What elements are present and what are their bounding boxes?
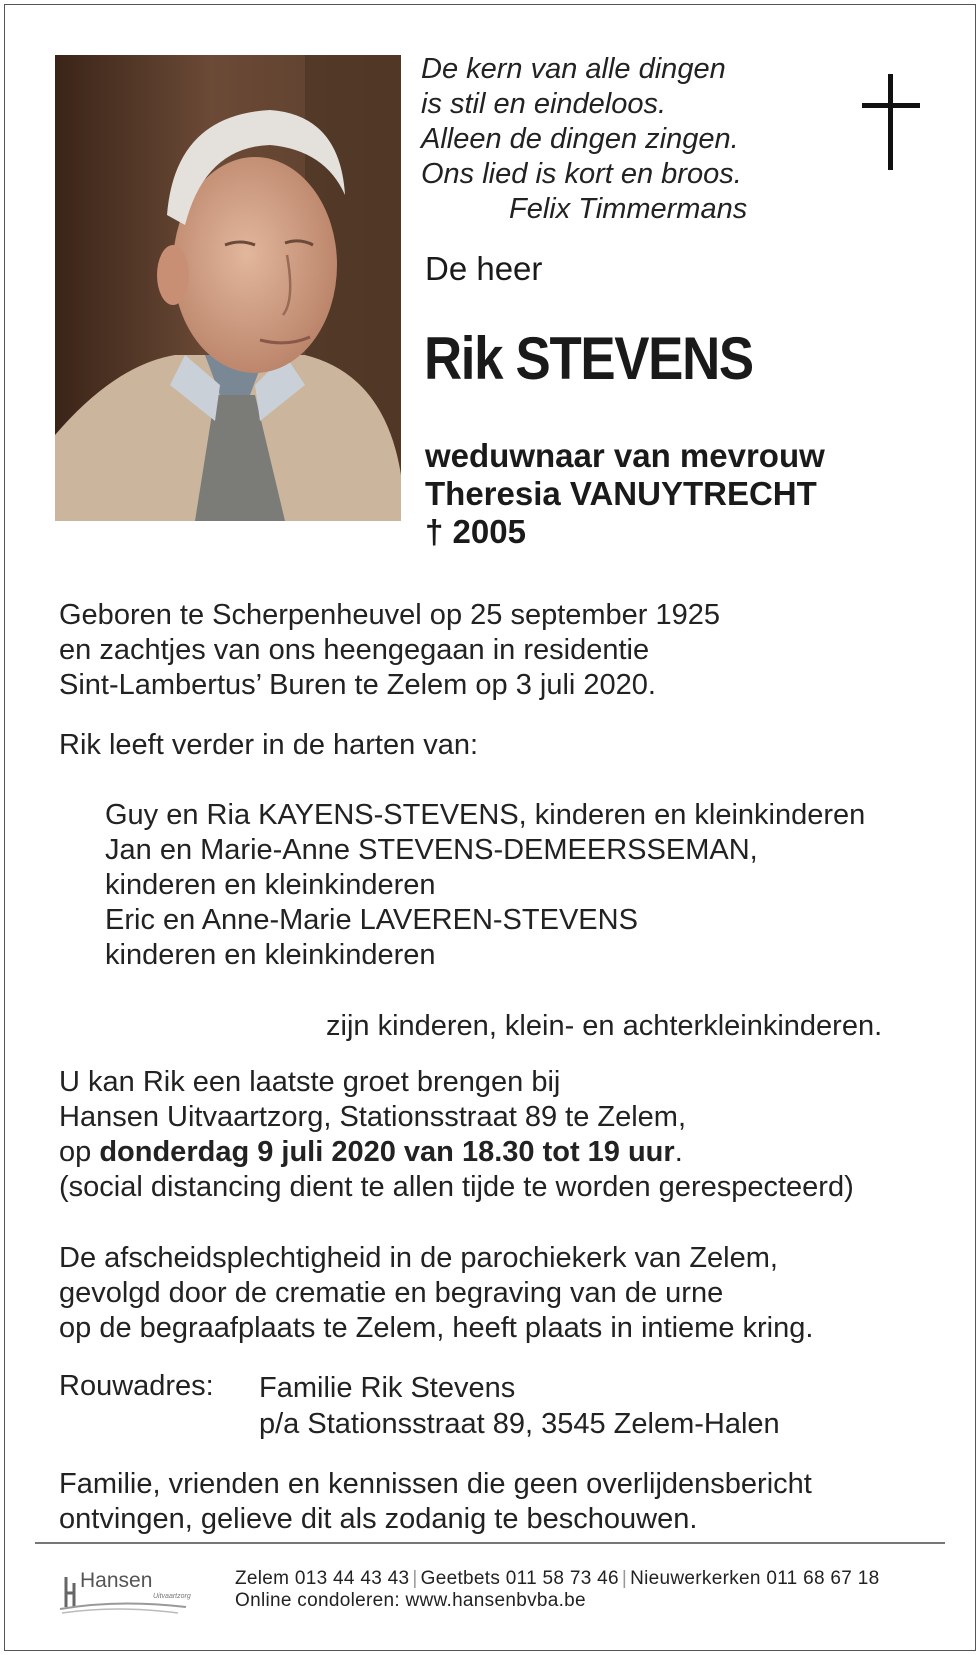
closing-note [59,1467,812,1537]
text-line: Familie, vrienden en kennissen die geen overlijdensbericht [59,1468,812,1500]
cross-icon [862,74,920,170]
visit-info [59,1065,854,1205]
visit-date-line [59,1135,854,1170]
deceased-name: Rik STEVENS [424,325,753,392]
descendants-line: zijn kinderen, klein- en achterkleinkinderen. [326,1010,883,1042]
spouse-info [425,437,825,551]
family-line: kinderen en kleinkinderen [105,869,436,901]
ceremony-info [59,1241,813,1346]
footer-divider [35,1542,945,1544]
visit-date: donderdag 9 juli 2020 van 18.30 tot 19 uur [99,1136,675,1168]
family-list [105,798,865,973]
logo-subtitle: Uitvaartzorg [153,1593,191,1600]
visit-suffix: . [674,1136,683,1168]
rouwadres-label: Rouwadres: [59,1370,214,1402]
text-line: De afscheidsplechtigheid in de parochiekerk van Zelem, [59,1242,778,1274]
birth-death-text [59,598,720,703]
text-line: (social distancing dient te allen tijde te worden gerespecteerd) [59,1171,854,1203]
visit-prefix: op [59,1136,100,1168]
logo-word: Hansen [80,1569,153,1592]
text-line: en zachtjes van ons heengegaan in residentie [59,634,650,666]
text-line: Sint-Lambertus’ Buren te Zelem op 3 juli 2020. [59,669,656,701]
hansen-logo [58,1563,206,1621]
text-line: ontvingen, gelieve dit als zodanig te beschouwen. [59,1503,698,1535]
poem-line: is stil en eindeloos. [421,88,667,120]
spouse-line: weduwnaar van mevrouw [425,437,825,474]
address-line: p/a Stationsstraat 89, 3545 Zelem-Halen [259,1408,780,1440]
text-line: gevolgd door de crematie en begraving van de urne [59,1277,724,1309]
text-line: U kan Rik een laatste groet brengen bij [59,1066,561,1098]
family-line: Eric en Anne-Marie LAVEREN-STEVENS [105,904,638,936]
poem-author: Felix Timmermans [509,193,748,225]
phone-geetbets: Geetbets 011 58 73 46 [420,1568,619,1589]
online-condolence-link[interactable]: Online condoleren: www.hansenbvba.be [235,1590,586,1611]
honorific: De heer [425,250,543,287]
phone-nieuwerkerken: Nieuwerkerken 011 68 67 18 [630,1568,880,1589]
footer-contacts [235,1568,879,1612]
family-line: Guy en Ria KAYENS-STEVENS, kinderen en kleinkinderen [105,799,866,831]
poem-line: De kern van alle dingen [421,53,726,85]
poem-line: Ons lied is kort en broos. [421,158,742,190]
hearts-intro: Rik leeft verder in de harten van: [59,729,479,761]
address-line: Familie Rik Stevens [259,1372,516,1404]
rouwadres-address [259,1370,780,1442]
poem-line: Alleen de dingen zingen. [421,123,739,155]
spouse-death: † 2005 [425,513,526,550]
poem [421,52,811,227]
phone-numbers: Zelem 013 44 43 43 | Geetbets 011 58 73 46 | Nieuwerkerken 011 68 67 18 [235,1568,880,1589]
text-line: Hansen Uitvaartzorg, Stationsstraat 89 te Zelem, [59,1101,687,1133]
spouse-name: Theresia VANUYTRECHT [425,475,817,512]
family-line: kinderen en kleinkinderen [105,939,436,971]
text-line: Geboren te Scherpenheuvel op 25 september 1925 [59,599,721,631]
family-line: Jan en Marie-Anne STEVENS-DEMEERSSEMAN, [105,834,758,866]
text-line: op de begraafplaats te Zelem, heeft plaats in intieme kring. [59,1312,814,1344]
phone-zelem: Zelem 013 44 43 43 [235,1568,410,1589]
portrait-photo [55,55,401,521]
